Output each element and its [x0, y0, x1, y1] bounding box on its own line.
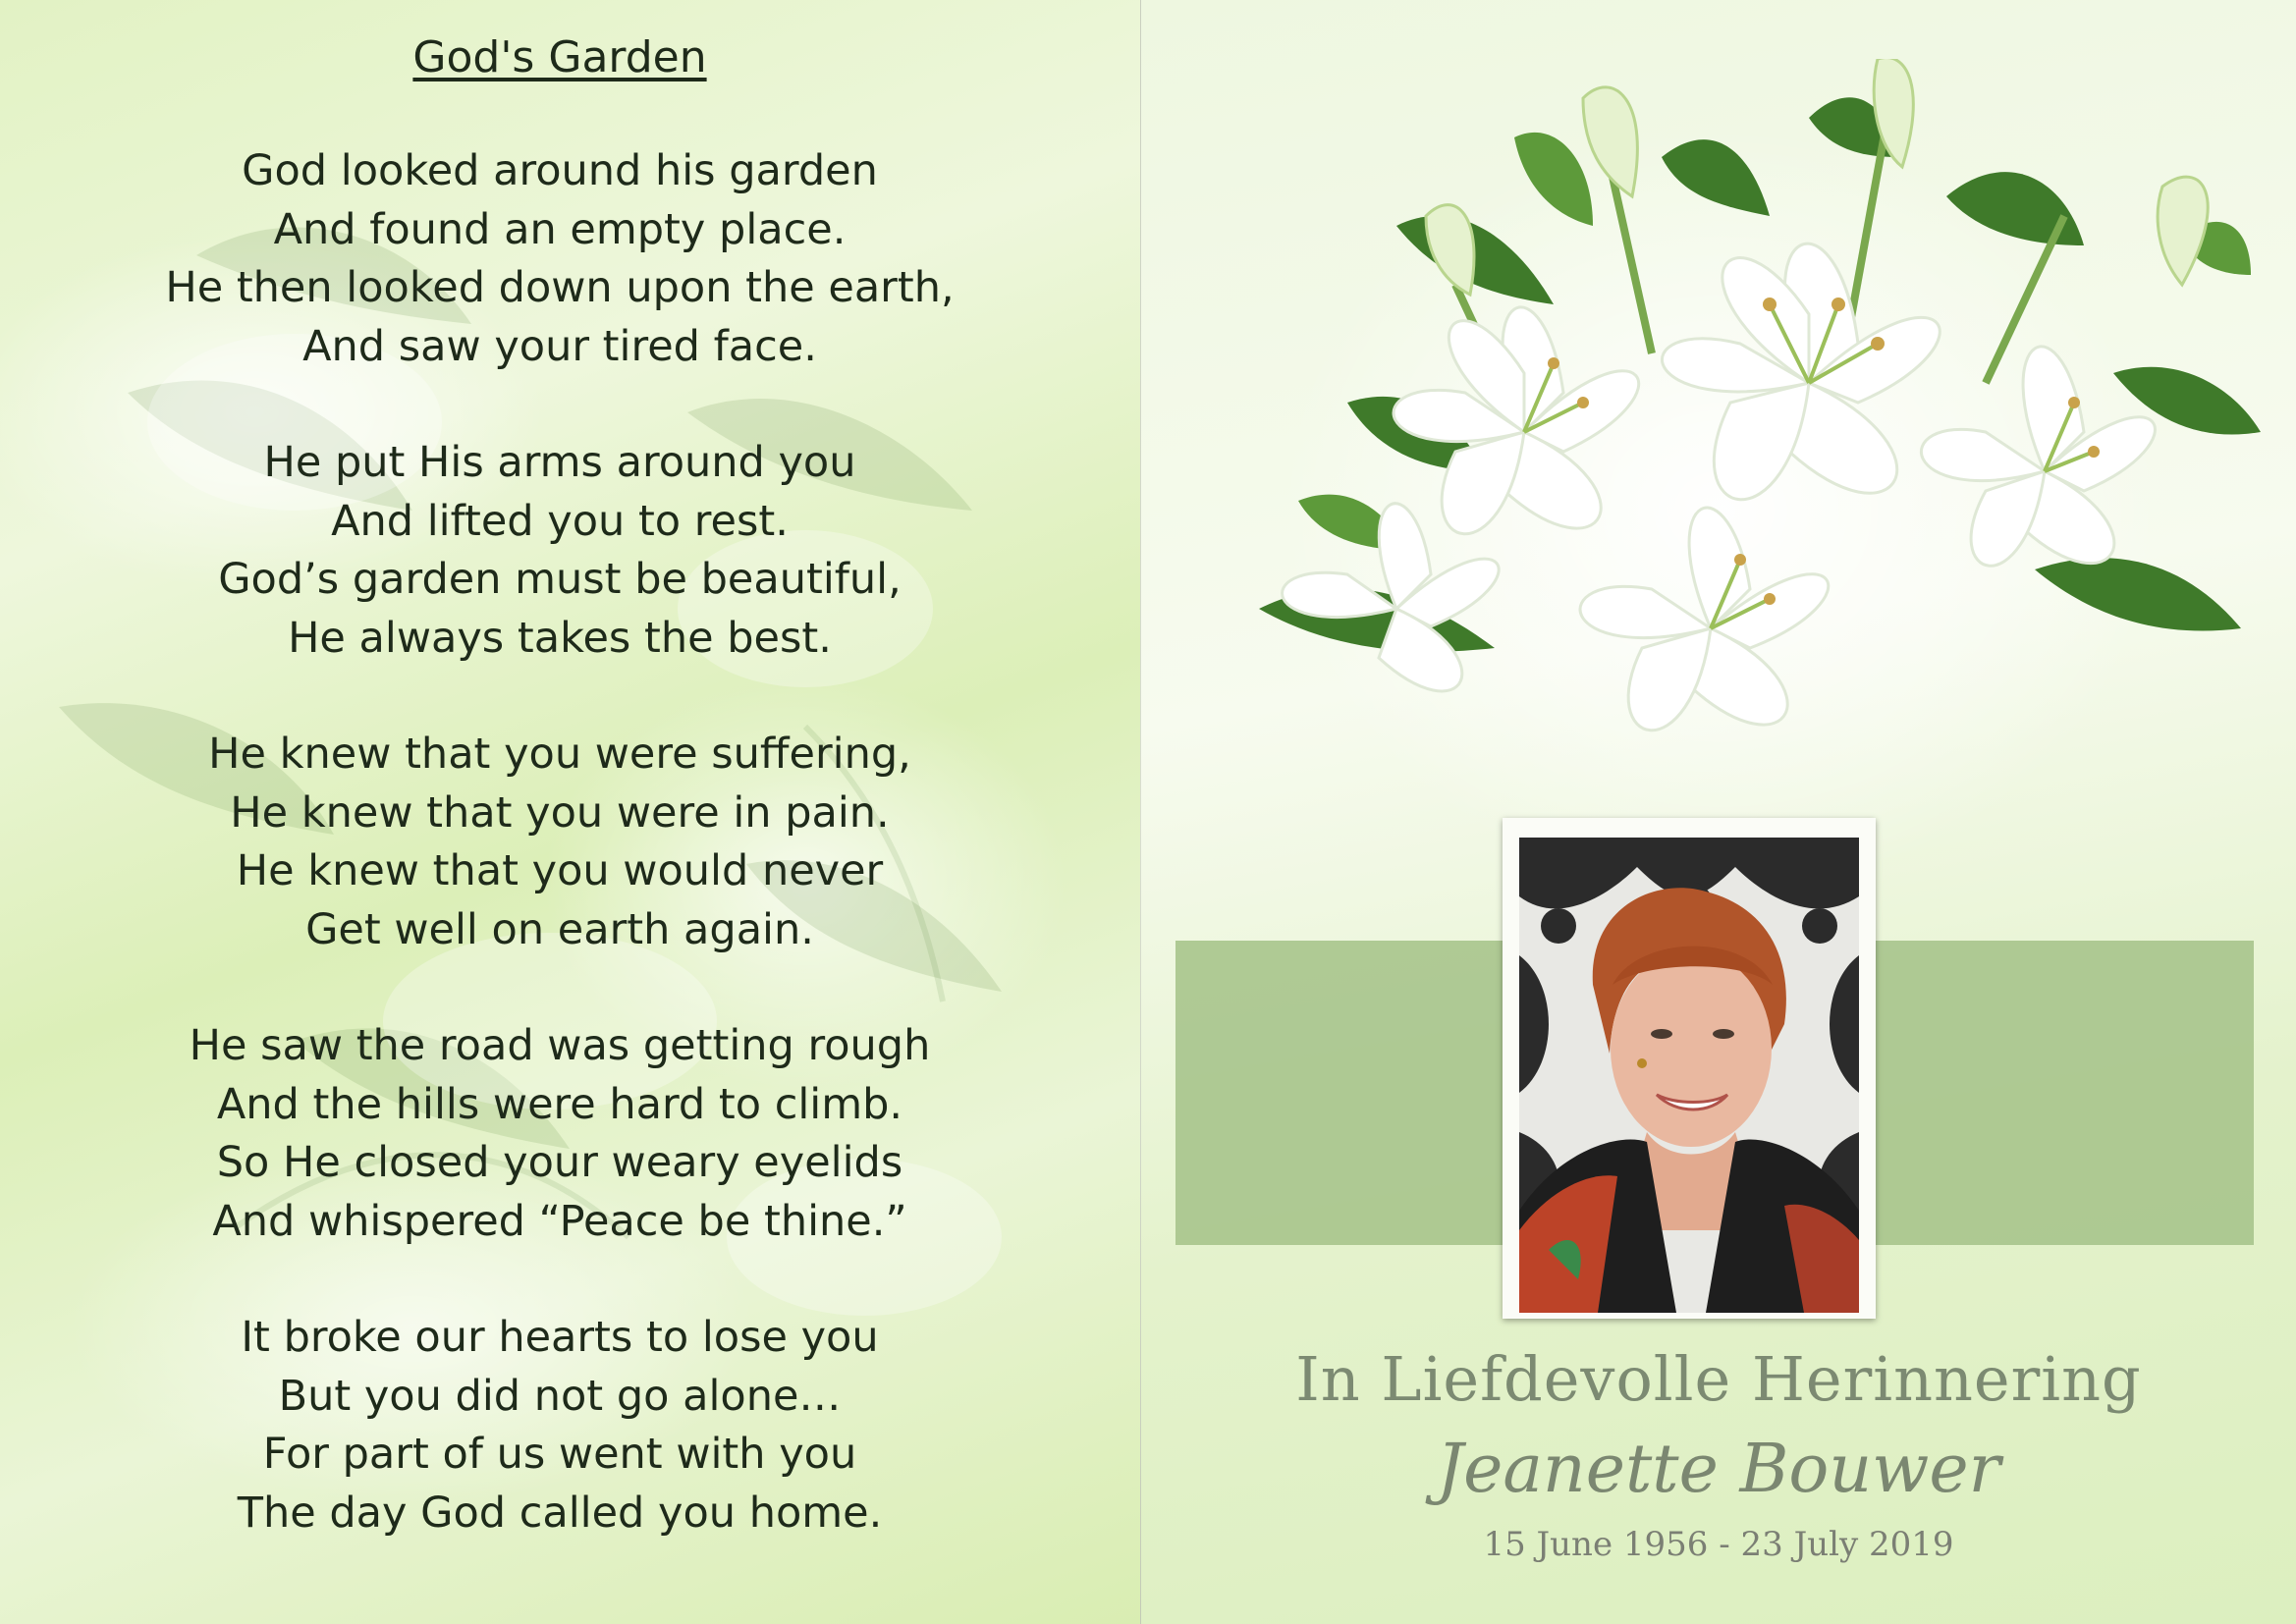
poem-line: And lifted you to rest.: [331, 496, 789, 546]
poem-line: God’s garden must be beautiful,: [218, 555, 902, 605]
poem-line: Get well on earth again.: [305, 904, 814, 954]
poem-line: And found an empty place.: [273, 204, 847, 254]
memorial-heading: In Liefdevolle Herinnering: [1295, 1343, 2142, 1415]
cover-panel: [1141, 0, 2296, 1624]
poem-line: For part of us went with you: [262, 1430, 857, 1480]
poem-line: He saw the road was getting rough: [189, 1021, 931, 1071]
portrait-illustration: [1519, 838, 1859, 1313]
poem-line: He knew that you would never: [236, 846, 884, 896]
poem-line: God looked around his garden: [242, 146, 878, 196]
poem-stanza-5: [39, 1309, 1080, 1543]
portrait-frame: [1503, 818, 1876, 1319]
poem-title: God's Garden: [412, 32, 707, 82]
deceased-name: Jeanette Bouwer: [1436, 1431, 2001, 1508]
life-dates: 15 June 1956 - 23 July 2019: [1483, 1525, 1954, 1564]
poem-line: But you did not go alone…: [278, 1371, 842, 1421]
lily-bouquet-illustration: [1200, 59, 2280, 923]
portrait-photo: [1519, 838, 1859, 1313]
poem-line: And saw your tired face.: [302, 321, 817, 371]
poem-line: He knew that you were in pain.: [230, 787, 890, 838]
poem-line: It broke our hearts to lose you: [241, 1313, 879, 1363]
poem-line: He put His arms around you: [263, 438, 856, 488]
poem-panel: [0, 0, 1141, 1624]
poem-line: And the hills were hard to climb.: [216, 1079, 903, 1129]
poem-line: He knew that you were suffering,: [208, 730, 911, 780]
poem-stanza-4: [39, 1017, 1080, 1251]
poem-line: The day God called you home.: [237, 1488, 883, 1538]
poem-stanza-3: [39, 726, 1080, 959]
poem: [39, 29, 1080, 1600]
poem-line: He then looked down upon the earth,: [165, 263, 955, 313]
poem-stanza-1: [39, 142, 1080, 376]
poem-stanza-2: [39, 434, 1080, 668]
poem-line: So He closed your weary eyelids: [216, 1138, 903, 1188]
poem-line: He always takes the best.: [288, 613, 832, 663]
poem-line: And whispered “Peace be thine.”: [212, 1196, 907, 1246]
